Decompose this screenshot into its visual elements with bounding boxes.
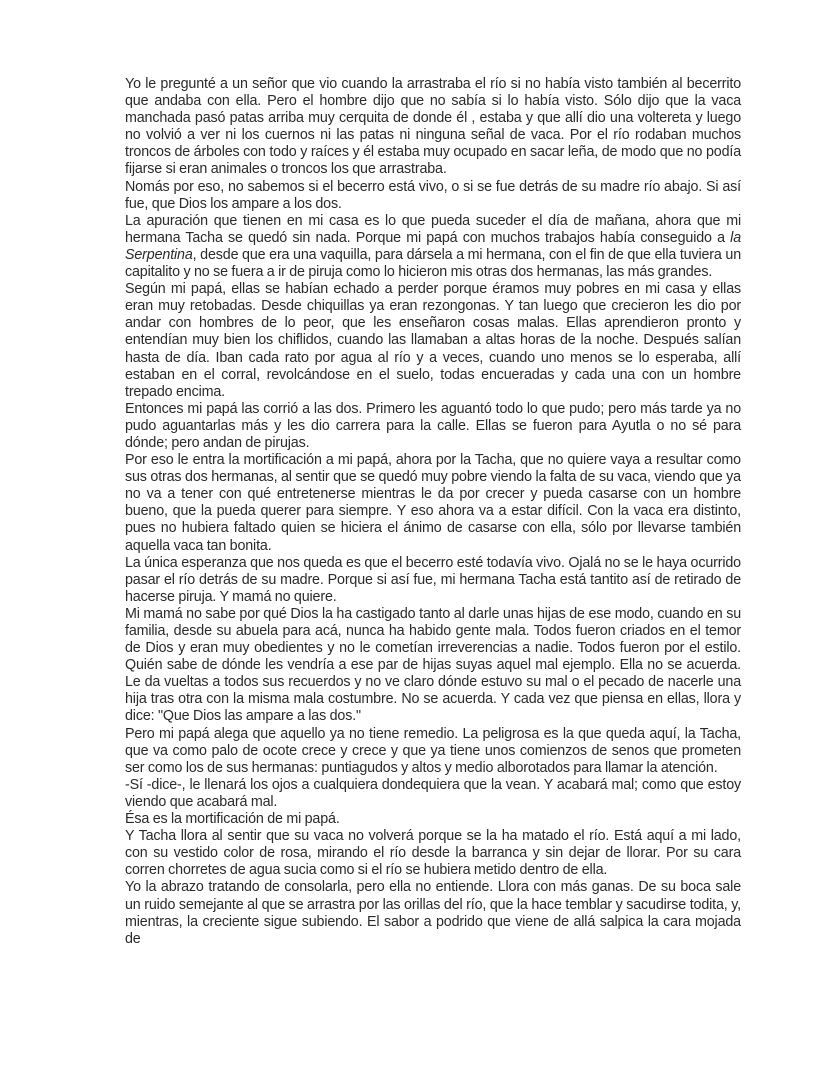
paragraph-13: Yo la abrazo tratando de consolarla, pero ella no entiende. Llora con más ganas. De su boca sale un ruido semejante al que se arrastra por las orillas del río, que la hace temblar y sacudirse todita, y, mientras, la creciente sigue subiendo. El sabor a podrido que viene de allá salpica la cara mojada de	[125, 879, 741, 947]
serpentina-name: la Serpentina	[125, 229, 741, 263]
paragraph-8: Mi mamá no sabe por qué Dios la ha castigado tanto al darle unas hijas de ese modo, cuando en su familia, desde su abuela para acá, nunca ha habido gente mala. Todos fueron criados en el temor de Dios y eran muy obedientes y no le cometían irreverencias a nadie. Todos fueron por el estilo. Quién sabe de dónde les vendría a ese par de hijas suyas aquel mal ejemplo. Ella no se acuerda. Le da vueltas a todos sus recuerdos y no ve claro dónde estuvo su mal o el pecado de nacerle una hija tras otra con la misma mala costumbre. No se acuerda. Y cada vez que piensa en ellas, llora y dice: "Que Dios las ampare a las dos."	[125, 605, 741, 725]
paragraph-2: Nomás por eso, no sabemos si el becerro está vivo, o si se fue detrás de su madre río abajo. Si así fue, que Dios los ampare a los dos.	[125, 178, 741, 212]
paragraph-12: Y Tacha llora al sentir que su vaca no volverá porque se la ha matado el río. Está aquí a mi lado, con su vestido color de rosa, mirando el río desde la barranca y sin dejar de llorar. Por su cara corren chorretes de agua sucia como si el río se hubiera metido dentro de ella.	[125, 828, 741, 879]
paragraph-7: La única esperanza que nos queda es que el becerro esté todavía vivo. Ojalá no se le haya ocurrido pasar el río detrás de su madre. Porque si así fue, mi hermana Tacha está tantito así de retirado de hacerse piruja. Y mamá no quiere.	[125, 554, 741, 605]
paragraph-4: Según mi papá, ellas se habían echado a perder porque éramos muy pobres en mi casa y ellas eran muy retobadas. Desde chiquillas ya eran rezongonas. Y tan luego que crecieron les dio por andar con hombres de lo peor, que les enseñaron cosas malas. Ellas aprendieron pronto y entendían muy bien los chiflidos, cuando las llamaban a altas horas de la noche. Después salían hasta de día. Iban cada rato por agua al río y a veces, cuando uno menos se lo esperaba, allí estaban en el corral, revolcándose en el suelo, todas encueradas y cada una con un hombre trepado encima.	[125, 281, 741, 400]
document-page	[125, 76, 741, 948]
paragraph-3	[125, 213, 741, 281]
paragraph-10: -Sí -dice-, le llenará los ojos a cualquiera dondequiera que la vean. Y acabará mal; como que estoy viendo que acabará mal.	[125, 776, 741, 810]
paragraph-9: Pero mi papá alega que aquello ya no tiene remedio. La peligrosa es la que queda aquí, la Tacha, que va como palo de ocote crece y crece y que ya tiene unos comienzos de senos que prometen ser como los de sus hermanas: puntiagudos y altos y medio alborotados para llamar la atención.	[125, 725, 741, 776]
paragraph-11: Ésa es la mortificación de mi papá.	[125, 811, 340, 828]
paragraph-3-after: , desde que era una vaquilla, para dársela a mi hermana, con el fin de que ella tuviera un capitalito y no se fuera a ir de piruja como lo hicieron mis otras dos hermanas, las más grandes.	[125, 246, 741, 281]
paragraph-5: Entonces mi papá las corrió a las dos. Primero les aguantó todo lo que pudo; pero más tarde ya no pudo aguantarlas más y les dio carrera para la calle. Ellas se fueron para Ayutla o no sé para dónde; pero andan de pirujas.	[125, 400, 741, 451]
paragraph-3-before: La apuración que tienen en mi casa es lo que pueda suceder el día de mañana, ahora que mi hermana Tacha se quedó sin nada. Porque mi papá con muchos trabajos había conseguido a	[125, 212, 741, 246]
paragraph-6: Por eso le entra la mortificación a mi papá, ahora por la Tacha, que no quiere vaya a resultar como sus otras dos hermanas, al sentir que se quedó muy pobre viendo la falta de su vaca, viendo que ya no va a tener con qué entretenerse mientras le da por crecer y pueda casarse con un hombre bueno, que la pueda querer para siempre. Y eso ahora va a estar difícil. Con la vaca era distinto, pues no hubiera faltado quien se hiciera el ánimo de casarse con ella, sólo por llevarse también aquella vaca tan bonita.	[125, 452, 741, 554]
paragraph-1: Yo le pregunté a un señor que vio cuando la arrastraba el río si no había visto también al becerrito que andaba con ella. Pero el hombre dijo que no sabía si lo había visto. Sólo dijo que la vaca manchada pasó patas arriba muy cerquita de donde él , estaba y que allí dio una voltereta y luego no volvió a ver ni los cuernos ni las patas ni ninguna señal de vaca. Por el río rodaban muchos troncos de árboles con todo y raíces y él estaba muy ocupado en sacar leña, de modo que no podía fijarse si eran animales o troncos los que arrastraba.	[125, 76, 741, 178]
